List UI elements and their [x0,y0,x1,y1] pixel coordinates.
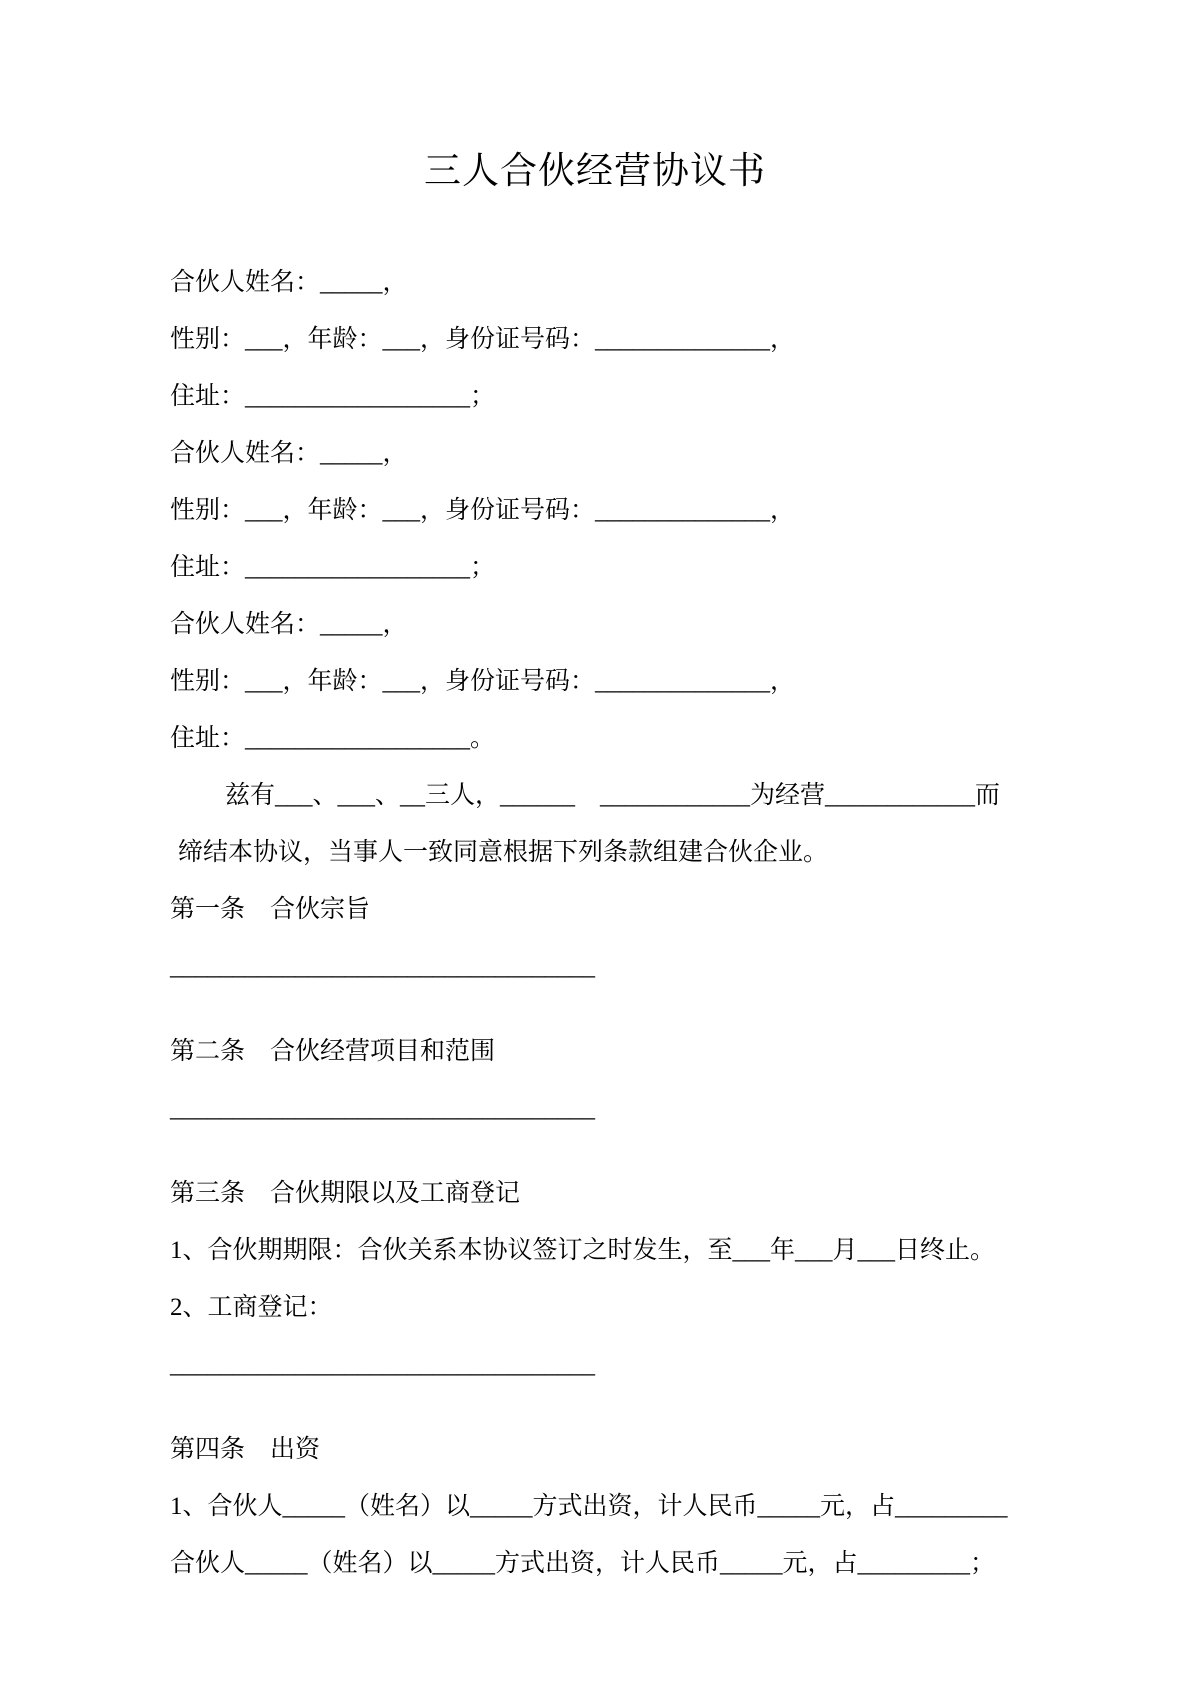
partner-1-address-line: 住址：__________________； [170,383,496,410]
section-4-item-1: 1、合伙人_____（姓名）以_____方式出资，计人民币_____元，占_________ [170,1493,1008,1520]
preamble-line-1: 兹有___、___、__三人，______ ____________为经营____________而 [225,782,1001,809]
section-1-blank-line: __________________________________ [170,953,595,980]
spacer [170,1393,1020,1421]
partner-2-name-line: 合伙人姓名：_____， [170,440,408,467]
section-4-item-2: 合伙人_____（姓名）以_____方式出资，计人民币_____元，占_________； [170,1550,996,1577]
section-4-heading: 第四条 出资 [170,1436,321,1463]
section-3-item-1: 1、合伙期期限：合伙关系本协议签订之时发生，至___年___月___日终止。 [170,1237,996,1264]
partner-block-3 [170,596,1020,767]
partner-3-name-line: 合伙人姓名：_____， [170,611,408,638]
section-3-heading: 第三条 合伙期限以及工商登记 [170,1180,521,1207]
document-title: 三人合伙经营协议书 [424,151,766,192]
partner-block-1 [170,254,1020,425]
partner-1-name-line: 合伙人姓名：_____， [170,269,408,296]
section-2-blank-line: __________________________________ [170,1095,595,1122]
partner-1-info-line: 性别：___，年龄：___，身份证号码：______________， [170,326,796,353]
spacer [170,1137,1020,1165]
partner-3-address-line: 住址：__________________。 [170,725,496,752]
partner-2-info-line: 性别：___，年龄：___，身份证号码：______________， [170,497,796,524]
preamble-line-2: 缔结本协议，当事人一致同意根据下列条款组建合伙企业。 [178,839,829,866]
section-2-heading: 第二条 合伙经营项目和范围 [170,1038,496,1065]
section-1-heading: 第一条 合伙宗旨 [170,896,371,923]
partner-block-2 [170,425,1020,596]
section-3-item-2: 2、工商登记： [170,1294,333,1321]
partner-3-info-line: 性别：___，年龄：___，身份证号码：______________， [170,668,796,695]
section-3-blank-line: __________________________________ [170,1351,595,1378]
partner-2-address-line: 住址：__________________； [170,554,496,581]
spacer [170,995,1020,1023]
